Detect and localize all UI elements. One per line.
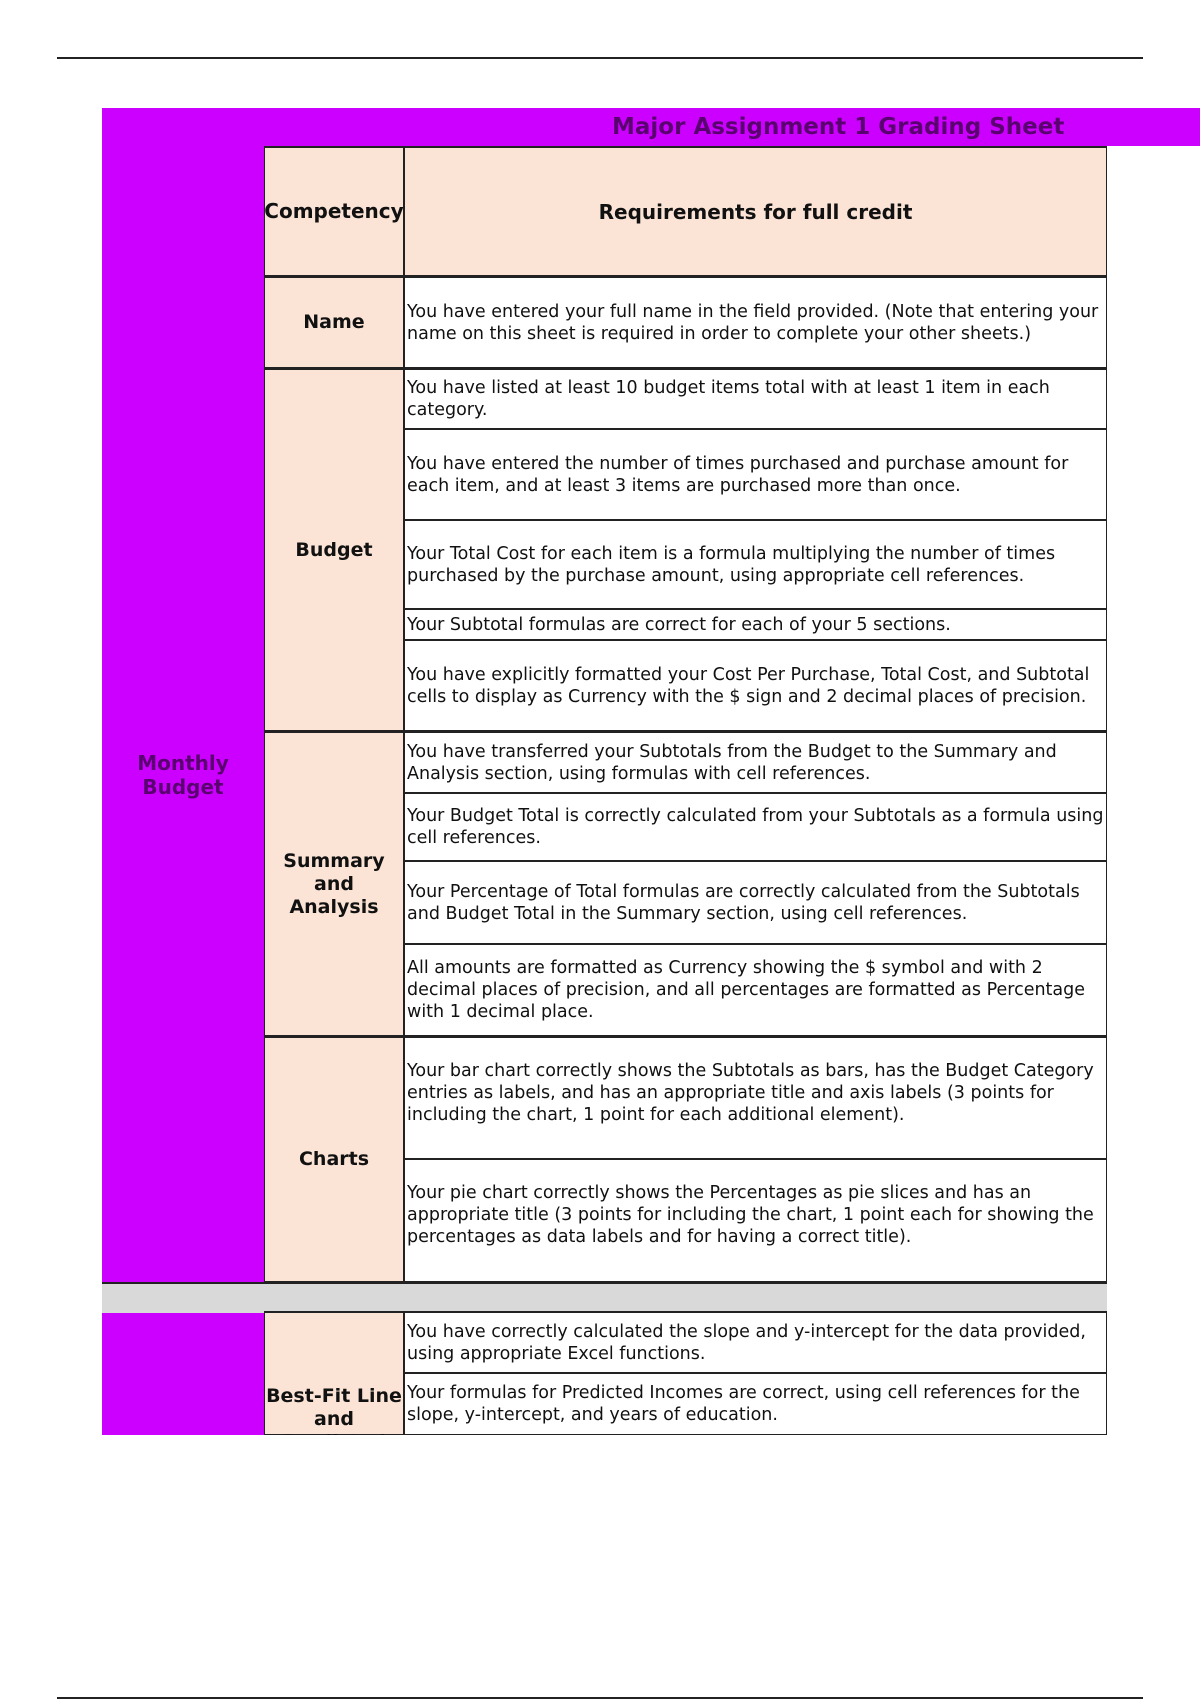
header-section-cell	[102, 146, 266, 276]
requirement-summary-3: Your Percentage of Total formulas are correctly calculated from the Subtotals and Budget Total in the Summary section, using cell references.	[404, 861, 1107, 944]
header-competency: Competency	[264, 146, 404, 276]
competency-charts: Charts	[264, 1036, 404, 1282]
header-requirements: Requirements for full credit	[404, 146, 1107, 276]
requirement-charts-2: Your pie chart correctly shows the Percentages as pie slices and has an appropriate title (3 points for including the chart, 1 point each for showing the percentages as data labels and for having a correct title).	[404, 1159, 1107, 1282]
requirement-summary-2: Your Budget Total is correctly calculated from your Subtotals as a formula using cell references.	[404, 793, 1107, 861]
competency-name: Name	[264, 276, 404, 368]
requirement-budget-3: Your Total Cost for each item is a formula multiplying the number of times purchased by the purchase amount, using appropriate cell references.	[404, 520, 1107, 609]
page-blank-area	[0, 1435, 1200, 1700]
requirement-budget-5: You have explicitly formatted your Cost Per Purchase, Total Cost, and Subtotal cells to display as Currency with the $ sign and 2 decimal places of precision.	[404, 640, 1107, 731]
requirement-charts-1: Your bar chart correctly shows the Subtotals as bars, has the Budget Category entries as labels, and has an appropriate title and axis labels (3 points for including the chart, 1 point for each additional element).	[404, 1036, 1107, 1159]
requirement-budget-1: You have listed at least 10 budget items total with at least 1 item in each category.	[404, 368, 1107, 429]
competency-summary: Summary and Analysis	[264, 731, 404, 1036]
requirement-budget-4: Your Subtotal formulas are correct for each of your 5 sections.	[404, 609, 1107, 640]
sheet-title: Major Assignment 1 Grading Sheet	[612, 114, 1065, 140]
section-separator-row	[102, 1282, 1107, 1313]
requirement-summary-1: You have transferred your Subtotals from the Budget to the Summary and Analysis section, using formulas with cell references.	[404, 731, 1107, 793]
requirement-name-1: You have entered your full name in the field provided. (Note that entering your name on this sheet is required in order to complete your other sheets.)	[404, 276, 1107, 368]
competency-budget: Budget	[264, 368, 404, 731]
requirement-bestfit-1: You have correctly calculated the slope and y-intercept for the data provided, using appropriate Excel functions.	[404, 1311, 1107, 1373]
competency-bestfit: Best-Fit Line and	[264, 1311, 404, 1435]
requirement-bestfit-2: Your formulas for Predicted Incomes are correct, using cell references for the slope, y-intercept, and years of education.	[404, 1373, 1107, 1435]
page-bottom-rule	[57, 1697, 1143, 1699]
requirement-summary-4: All amounts are formatted as Currency showing the $ symbol and with 2 decimal places of precision, and all percentages are formatted as Percentage with 1 decimal place.	[404, 944, 1107, 1036]
section-label-monthly-budget: Monthly Budget	[137, 751, 229, 799]
requirement-budget-2: You have entered the number of times purchased and purchase amount for each item, and at least 3 items are purchased more than once.	[404, 429, 1107, 520]
section-monthly-budget	[102, 276, 266, 1282]
